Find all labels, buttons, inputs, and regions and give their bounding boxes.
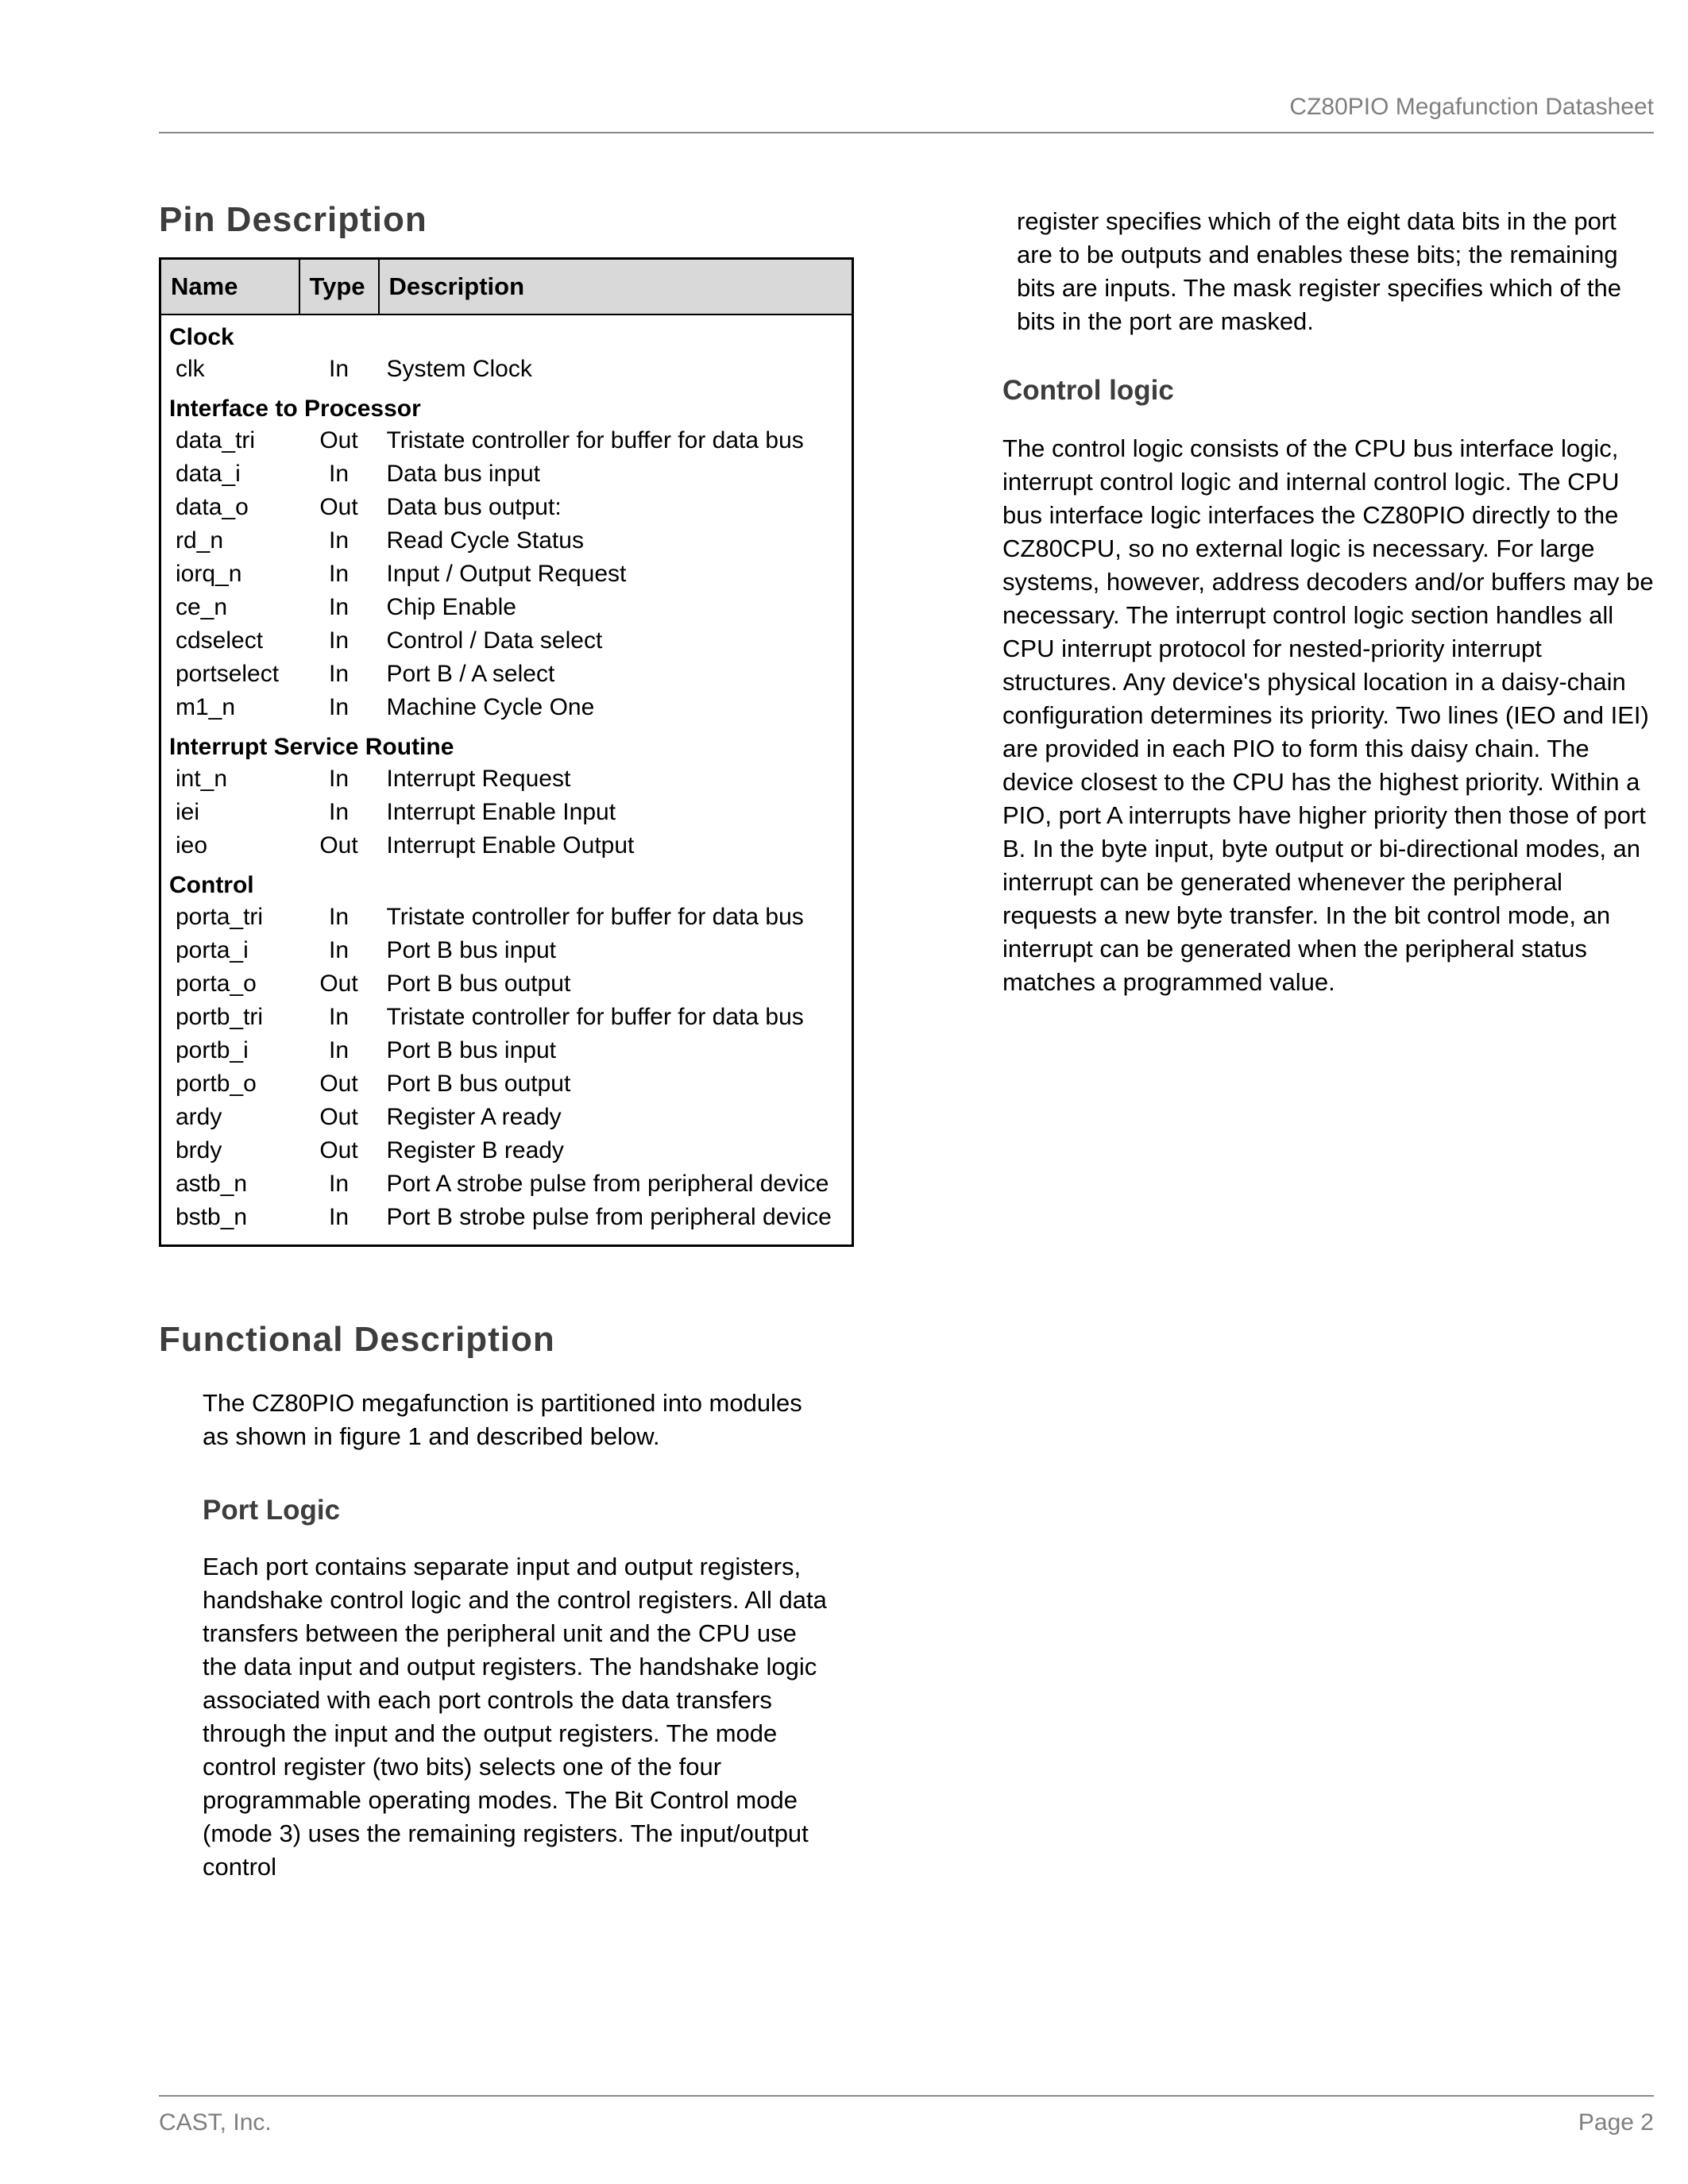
pin-description-cell: Port B bus output bbox=[386, 1071, 571, 1097]
pin-description-cell: Port B bus output bbox=[386, 970, 571, 997]
functional-description-intro: The CZ80PIO megafunction is partitioned into modules as shown in figure 1 and described below. bbox=[203, 1389, 802, 1450]
pin-table-row bbox=[160, 458, 853, 492]
pin-description-cell: Data bus output: bbox=[386, 494, 562, 520]
pin-type-cell: Out bbox=[319, 1071, 358, 1097]
right-column bbox=[1002, 205, 1658, 999]
pin-table-section-label: Clock bbox=[169, 324, 234, 350]
pin-type-cell: In bbox=[328, 527, 350, 554]
port-logic-continuation: register specifies which of the eight data bits in the port are to be outputs and enables these bits; the remaining bits are inputs. The mask register specifies which of the bits in the port are masked. bbox=[1017, 207, 1621, 335]
pin-name-cell: porta_o bbox=[176, 970, 257, 997]
pin-table-row bbox=[160, 658, 853, 692]
pin-description-cell: Port B / A select bbox=[386, 661, 555, 687]
pin-table-row bbox=[160, 968, 853, 1001]
pin-table-row bbox=[160, 1001, 853, 1035]
footer-company: CAST, Inc. bbox=[159, 2109, 272, 2136]
pin-name-cell: m1_n bbox=[176, 694, 236, 720]
pin-table-header-name: Name bbox=[160, 259, 299, 315]
pin-table-row bbox=[160, 592, 853, 625]
pin-description-cell: Port B bus input bbox=[386, 937, 556, 963]
pin-type-cell: In bbox=[328, 461, 350, 487]
pin-table-row bbox=[160, 935, 853, 968]
pin-type-cell: In bbox=[328, 937, 350, 963]
pin-name-cell: ieo bbox=[176, 832, 208, 859]
pin-name-cell: cdselect bbox=[176, 627, 264, 654]
pin-description-heading: Pin Description bbox=[159, 200, 427, 239]
pin-type-cell: In bbox=[328, 627, 350, 654]
pin-table-row bbox=[160, 1035, 853, 1068]
pin-table-row bbox=[160, 353, 853, 387]
pin-description-cell: Tristate controller for buffer for data bus bbox=[386, 427, 804, 453]
pin-type-cell: In bbox=[328, 1037, 350, 1063]
pin-table-header-row bbox=[160, 259, 853, 315]
pin-description-cell: Register B ready bbox=[386, 1137, 564, 1163]
control-logic-heading: Control logic bbox=[1002, 375, 1174, 406]
pin-type-cell: Out bbox=[319, 427, 358, 453]
pin-description-cell: Input / Output Request bbox=[386, 561, 627, 587]
pin-type-cell: In bbox=[328, 1204, 350, 1230]
left-column bbox=[159, 200, 854, 1884]
pin-type-cell: Out bbox=[319, 832, 358, 859]
pin-name-cell: int_n bbox=[176, 766, 228, 792]
header-title: CZ80PIO Megafunction Datasheet bbox=[1289, 94, 1654, 120]
pin-table-section-label: Control bbox=[169, 872, 254, 898]
pin-type-cell: In bbox=[328, 904, 350, 930]
pin-type-cell: Out bbox=[319, 1104, 358, 1130]
pin-description-cell: Data bus input bbox=[386, 461, 540, 487]
pin-table-row bbox=[160, 525, 853, 558]
port-logic-body: Each port contains separate input and output registers, handshake control logic and the control registers. All data transfers between the peripheral unit and the CPU use the data input and output registers. The handshake logic associated with each port controls the data transfers through the input and the output registers. The mode control register (two bits) selects one of the four programmable operating modes. The Bit Control mode (mode 3) uses the remaining registers. The input/output control bbox=[203, 1553, 827, 1881]
pin-description-cell: Register A ready bbox=[386, 1104, 562, 1130]
pin-table-row bbox=[160, 763, 853, 797]
pin-type-cell: In bbox=[328, 1004, 350, 1030]
pin-table-row bbox=[160, 1068, 853, 1102]
pin-type-cell: In bbox=[328, 661, 350, 687]
pin-name-cell: rd_n bbox=[176, 527, 224, 554]
page-footer bbox=[159, 2095, 1654, 2136]
pin-table-section-row bbox=[160, 314, 853, 353]
pin-table-body bbox=[160, 314, 853, 1246]
pin-type-cell: Out bbox=[319, 494, 358, 520]
pin-table-row bbox=[160, 558, 853, 592]
pin-name-cell: data_o bbox=[176, 494, 249, 520]
port-logic-heading: Port Logic bbox=[203, 1495, 341, 1526]
pin-description-cell: Tristate controller for buffer for data bus bbox=[386, 904, 804, 930]
pin-table-row bbox=[160, 625, 853, 658]
pin-name-cell: clk bbox=[176, 356, 205, 382]
pin-description-cell: Chip Enable bbox=[386, 594, 516, 620]
pin-table-section-row bbox=[160, 863, 853, 901]
pin-table-row bbox=[160, 830, 853, 863]
pin-description-table bbox=[159, 257, 854, 1247]
pin-description-cell: Interrupt Request bbox=[386, 766, 571, 792]
pin-type-cell: In bbox=[328, 694, 350, 720]
pin-table-row bbox=[160, 797, 853, 830]
pin-type-cell: In bbox=[328, 799, 350, 825]
pin-name-cell: portselect bbox=[176, 661, 280, 687]
pin-name-cell: data_i bbox=[176, 461, 241, 487]
pin-type-cell: Out bbox=[319, 970, 358, 997]
pin-description-cell: Port B strobe pulse from peripheral device bbox=[386, 1204, 832, 1230]
pin-name-cell: portb_tri bbox=[176, 1004, 264, 1030]
pin-table-header-description: Description bbox=[379, 259, 853, 315]
pin-name-cell: astb_n bbox=[176, 1171, 248, 1197]
pin-name-cell: data_tri bbox=[176, 427, 256, 453]
pin-name-cell: iorq_n bbox=[176, 561, 242, 587]
pin-table-section-row bbox=[160, 387, 853, 425]
pin-name-cell: ce_n bbox=[176, 594, 228, 620]
pin-table-row bbox=[160, 1102, 853, 1135]
pin-table-row bbox=[160, 692, 853, 725]
pin-description-cell: System Clock bbox=[386, 356, 532, 382]
pin-description-cell: Read Cycle Status bbox=[386, 527, 584, 554]
pin-description-cell: Tristate controller for buffer for data bus bbox=[386, 1004, 804, 1030]
pin-name-cell: porta_i bbox=[176, 937, 249, 963]
pin-type-cell: In bbox=[328, 766, 350, 792]
pin-name-cell: portb_o bbox=[176, 1071, 257, 1097]
pin-table-row bbox=[160, 1168, 853, 1202]
pin-name-cell: portb_i bbox=[176, 1037, 249, 1063]
pin-name-cell: ardy bbox=[176, 1104, 222, 1130]
pin-type-cell: In bbox=[328, 561, 350, 587]
pin-description-cell: Port A strobe pulse from peripheral device bbox=[386, 1171, 829, 1197]
control-logic-body: The control logic consists of the CPU bus interface logic, interrupt control logic and internal control logic. The CPU bus interface logic interfaces the CZ80PIO directly to the CZ80CPU, so no external logic is necessary. For large systems, however, address decoders and/or buffers may be necessary. The interrupt control logic section handles all CPU interrupt protocol for nested-priority interrupt structures. Any device's physical location in a daisy-chain configuration determines its priority. Two lines (IEO and IEI) are provided in each PIO to form this daisy chain. The device closest to the CPU has the highest priority. Within a PIO, port A interrupts have higher priority then those of port B. In the byte input, byte output or bi-directional modes, an interrupt can be generated whenever the peripheral requests a new byte transfer. In the bit control mode, an interrupt can be generated when the peripheral status matches a programmed value. bbox=[1002, 434, 1654, 996]
pin-table-row bbox=[160, 492, 853, 525]
functional-description-heading: Functional Description bbox=[159, 1320, 555, 1359]
pin-description-cell: Control / Data select bbox=[386, 627, 603, 654]
pin-description-cell: Interrupt Enable Input bbox=[386, 799, 616, 825]
pin-table-section-label: Interrupt Service Routine bbox=[169, 734, 454, 760]
pin-description-cell: Port B bus input bbox=[386, 1037, 556, 1063]
footer-page-number: Page 2 bbox=[1578, 2109, 1654, 2136]
pin-table-row bbox=[160, 1135, 853, 1168]
pin-description-cell: Interrupt Enable Output bbox=[386, 832, 635, 859]
pin-type-cell: In bbox=[328, 356, 350, 382]
pin-type-cell: In bbox=[328, 1171, 350, 1197]
page-header bbox=[159, 94, 1654, 133]
pin-table-row bbox=[160, 1202, 853, 1246]
pin-table-row bbox=[160, 425, 853, 458]
pin-table-section-label: Interface to Processor bbox=[169, 396, 421, 422]
pin-name-cell: brdy bbox=[176, 1137, 222, 1163]
pin-name-cell: porta_tri bbox=[176, 904, 264, 930]
pin-type-cell: In bbox=[328, 594, 350, 620]
pin-description-cell: Machine Cycle One bbox=[386, 694, 595, 720]
pin-name-cell: bstb_n bbox=[176, 1204, 248, 1230]
pin-name-cell: iei bbox=[176, 799, 200, 825]
pin-table-header-type: Type bbox=[299, 259, 379, 315]
pin-type-cell: Out bbox=[319, 1137, 358, 1163]
pin-table-section-row bbox=[160, 725, 853, 763]
pin-table-row bbox=[160, 901, 853, 935]
pin-table-head bbox=[160, 259, 853, 315]
